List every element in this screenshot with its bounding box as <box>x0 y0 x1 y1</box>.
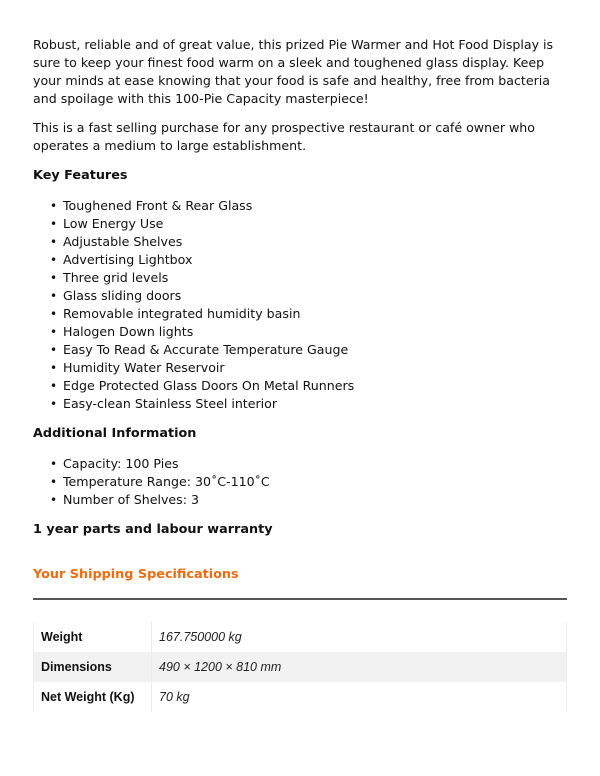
list-item: • Capacity: 100 Pies <box>63 455 270 473</box>
list-item: • Halogen Down lights <box>63 323 354 341</box>
list-item: • Easy To Read & Accurate Temperature Gauge <box>63 341 354 359</box>
table-row <box>34 682 567 712</box>
warranty-text: 1 year parts and labour warranty <box>33 522 273 537</box>
intro-paragraph-2: This is a fast selling purchase for any prospective restaurant or café owner who operates a medium to large establishment. <box>33 120 535 153</box>
key-features-list <box>33 197 354 413</box>
list-item: • Edge Protected Glass Doors On Metal Runners <box>63 377 354 395</box>
spec-value: 70 kg <box>152 682 567 712</box>
list-item: • Advertising Lightbox <box>63 251 354 269</box>
intro-paragraph-1: Robust, reliable and of great value, this prized Pie Warmer and Hot Food Display is sure to keep your finest food warm on a sleek and toughened glass display. Keep your minds at ease knowing that your food is safe and healthy, free from bacteria and spoilage with this 100-Pie Capacity masterpiece! <box>33 37 554 106</box>
list-item: • Glass sliding doors <box>63 287 354 305</box>
shipping-specs-table <box>33 622 567 712</box>
spec-label: Net Weight (Kg) <box>34 682 152 712</box>
key-features-heading: Key Features <box>33 168 128 183</box>
list-item: • Toughened Front & Rear Glass <box>63 197 354 215</box>
list-item: • Easy-clean Stainless Steel interior <box>63 395 354 413</box>
list-item: • Temperature Range: 30˚C-110˚C <box>63 473 270 491</box>
list-item: • Low Energy Use <box>63 215 354 233</box>
additional-info-list <box>33 455 270 509</box>
shipping-title: Your Shipping Specifications <box>33 567 239 582</box>
spec-label: Dimensions <box>34 652 152 682</box>
list-item: • Removable integrated humidity basin <box>63 305 354 323</box>
list-item: • Three grid levels <box>63 269 354 287</box>
spec-value: 490 × 1200 × 810 mm <box>152 652 567 682</box>
table-row <box>34 652 567 682</box>
additional-info-heading: Additional Information <box>33 426 197 441</box>
spec-label: Weight <box>34 622 152 652</box>
list-item: • Humidity Water Reservoir <box>63 359 354 377</box>
table-row <box>34 622 567 652</box>
list-item: • Adjustable Shelves <box>63 233 354 251</box>
spec-value: 167.750000 kg <box>152 622 567 652</box>
section-divider <box>33 598 567 600</box>
list-item: • Number of Shelves: 3 <box>63 491 270 509</box>
